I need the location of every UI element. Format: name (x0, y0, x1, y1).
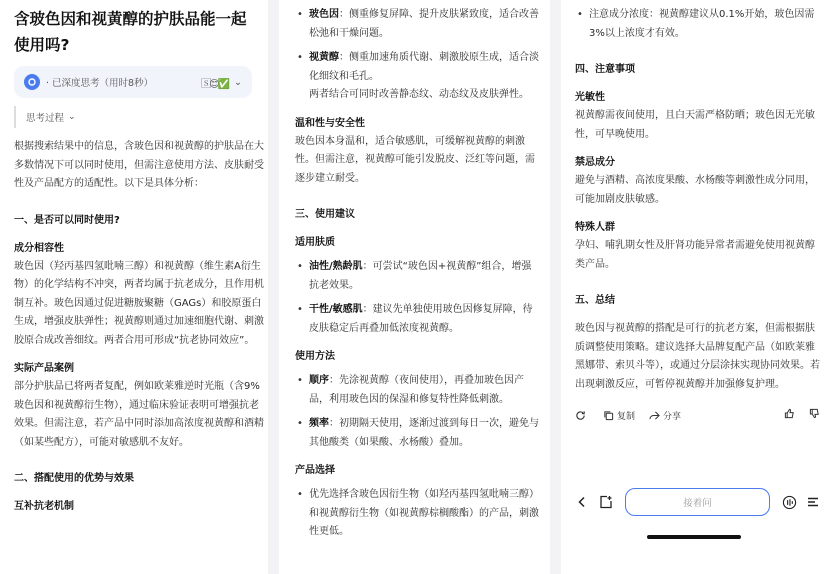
subsection-heading: 特殊人群 (575, 222, 615, 233)
voice-icon (782, 495, 797, 510)
think-status: · 已深度思考（用时8秒） (46, 78, 154, 89)
menu-button[interactable] (804, 493, 822, 511)
source-icons: 🅂😊✅ (201, 78, 229, 90)
bottom-input-bar (561, 482, 830, 522)
new-chat-icon (599, 495, 613, 509)
paragraph: 部分护肤品已将两者复配，例如欧莱雅逆时光瓶（含9%玻色因和视黄醇衍生物），通过临床验证表明可增强抗老效果。但需注意，若产品中同时添加高浓度视黄醇和酒精（如某些配方），可能对敏感肌不友好。 (14, 381, 264, 448)
list-item: • 频率：初期隔天使用，逐渐过渡到每日一次，避免与其他酸类（如果酸、水杨酸）叠加。 (295, 415, 540, 452)
copy-icon (603, 410, 614, 421)
voice-button[interactable] (780, 493, 798, 511)
paragraph: 视黄醇需夜间使用，且白天需严格防晒；玻色因无光敏性，可早晚使用。 (575, 110, 815, 140)
question-title: 含玻色因和视黄醇的护肤品能一起使用吗? (14, 10, 247, 54)
subsection-heading: 实际产品案例 (14, 363, 74, 374)
chat-column-2 (279, 0, 550, 574)
intro-paragraph: 根据搜索结果中的信息，含玻色因和视黄醇的护肤品在大多数情况下可以同时使用，但需注意使用方法、皮肤耐受性及产品配方的适配性。以下是具体分析： (14, 141, 264, 189)
deep-think-bar[interactable] (14, 66, 252, 98)
copy-button[interactable] (603, 409, 635, 422)
section-heading: 三、使用建议 (295, 209, 355, 220)
summary-paragraph: 玻色因与视黄醇的搭配是可行的抗老方案，但需根据肤质调整使用策略。建议选择大品牌复配产品（如欧莱雅黑娜带、索贝斗等），或通过分层涂抹实现协同效果。若出现刺激反应，可暂停视黄醇并加强修复护理。 (575, 323, 820, 390)
subsection-heading: 光敏性 (575, 92, 605, 103)
paragraph: 玻色因本身温和，适合敏感肌，可缓解视黄醇的刺激性。但需注意，视黄醇可能引发脱皮、泛红等问题，需逐步建立耐受。 (295, 135, 535, 184)
thinking-process-toggle[interactable] (14, 106, 268, 128)
list-item: • 视黄醇：侧重加速角质代谢、刺激胶原生成，适合淡化细纹和毛孔。 (295, 49, 540, 86)
thumbs-down-icon (809, 408, 820, 419)
list-item: • 顺序：先涂视黄醇（夜间使用），再叠加玻色因产品，利用玻色因的保湿和修复特性降低刺激。 (295, 372, 540, 409)
section-heading: 五、总结 (575, 295, 615, 306)
paragraph: 避免与酒精、高浓度果酸、水杨酸等刺激性成分同用，可能加剧皮肤敏感。 (575, 175, 815, 205)
subsection-heading: 温和性与安全性 (295, 117, 365, 129)
column-divider (550, 0, 561, 574)
section-heading: 二、搭配使用的优势与效果 (14, 473, 134, 484)
chat-column-1 (0, 0, 268, 574)
subsection-heading: 适用肤质 (295, 237, 335, 248)
chevron-down-icon[interactable]: ⌄ (234, 76, 242, 88)
process-label: 思考过程 (26, 113, 65, 124)
back-button[interactable] (573, 493, 591, 511)
subsection-heading: 成分相容性 (14, 242, 64, 254)
paragraph: 两者结合可同时改善静态纹、动态纹及皮肤弹性。 (309, 89, 529, 100)
share-label: 分享 (663, 411, 682, 422)
list-item: • 玻色因：侧重修复屏障、提升皮肤紧致度，适合改善松弛和干燥问题。 (295, 6, 540, 43)
share-button[interactable] (649, 409, 681, 422)
paragraph: 玻色因（羟丙基四氢吡喃三醇）和视黄醇（维生素A衍生物）的化学结构不冲突，两者均属于抗老成分，且作用机制互补。玻色因通过促进糖胺聚糖（GAGs）和胶原蛋白生成，增强皮肤弹性；视黄醇则通过加速细胞代谢、刺激胶原合成改善细纹。两者合用可形成“抗老协同效应”。 (14, 260, 264, 346)
subsection-heading: 互补抗老机制 (14, 501, 74, 512)
paragraph: 孕妇、哺乳期女性及肝肾功能异常者需避免使用视黄醇类产品。 (575, 240, 815, 270)
thumbs-up-icon (784, 408, 795, 419)
list-item: • 优先选择含玻色因衍生物（如羟丙基四氢吡喃三醇）和视黄醇衍生物（如视黄醇棕榈酸酯）的产品，刺激性更低。 (295, 486, 540, 542)
new-chat-button[interactable] (597, 493, 615, 511)
chevron-down-icon: ⌄ (68, 112, 76, 122)
refresh-icon (575, 410, 586, 421)
section-heading: 一、是否可以同时使用? (14, 214, 120, 226)
list-item: • 注意成分浓度：视黄醇建议从0.1%开始，玻色因需3%以上浓度才有效。 (575, 6, 820, 43)
subsection-heading: 使用方法 (295, 351, 335, 362)
chat-input[interactable]: 接着问 (625, 488, 770, 516)
message-actions (575, 408, 820, 422)
copy-label: 复制 (617, 411, 636, 422)
assistant-logo-icon (24, 74, 40, 90)
subsection-heading: 产品选择 (295, 465, 335, 476)
share-icon (649, 410, 660, 421)
thumbs-down-button[interactable] (809, 408, 820, 422)
thumbs-up-button[interactable] (784, 408, 795, 422)
regenerate-button[interactable] (575, 410, 589, 421)
chevron-left-icon (576, 496, 588, 508)
column-divider (268, 0, 279, 574)
home-indicator (647, 535, 741, 539)
section-heading: 四、注意事项 (575, 64, 635, 75)
list-item: • 油性/熟龄肌：可尝试“玻色因+视黄醇”组合，增强抗老效果。 (295, 258, 540, 295)
list-item: • 干性/敏感肌：建议先单独使用玻色因修复屏障，待皮肤稳定后再叠加低浓度视黄醇。 (295, 301, 540, 338)
menu-icon (806, 495, 820, 509)
subsection-heading: 禁忌成分 (575, 157, 615, 168)
